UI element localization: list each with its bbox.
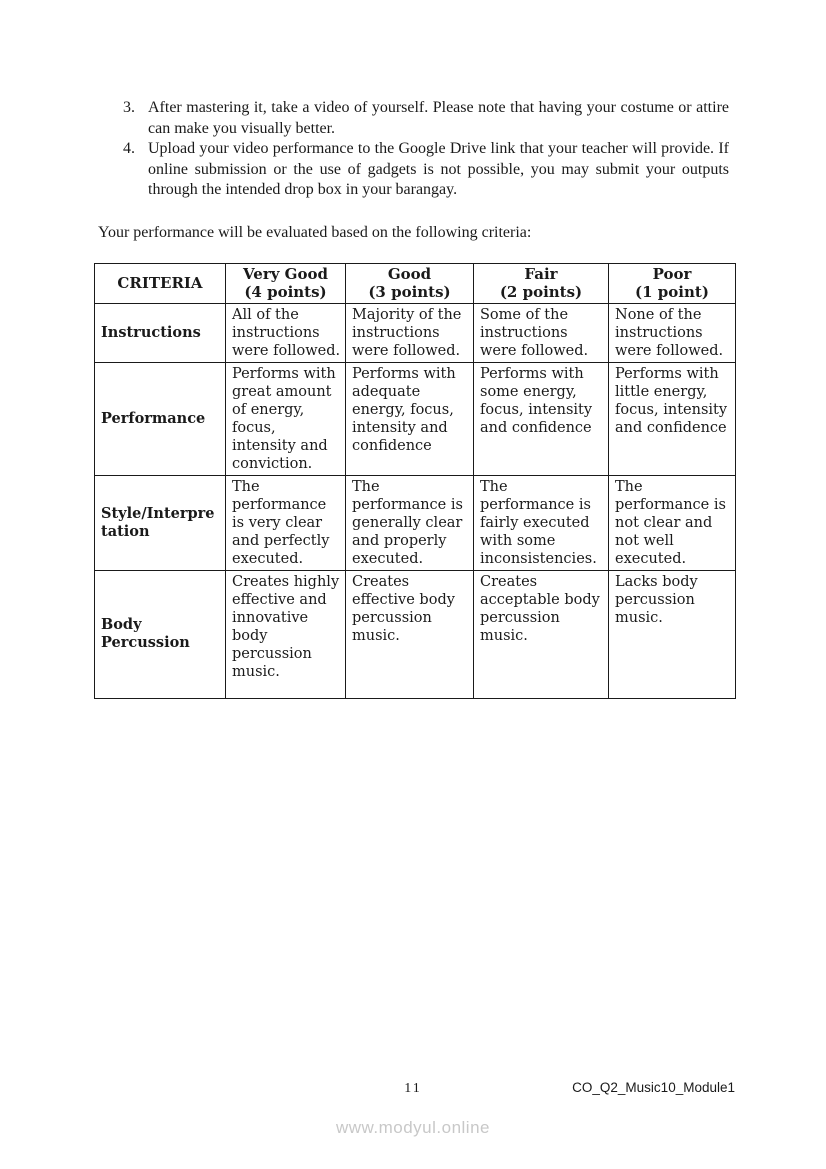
col-header-points: (4 points) [244,283,327,301]
module-code: CO_Q2_Music10_Module1 [572,1080,735,1095]
rubric-cell: Performs with great amount of energy, focus, intensity and conviction. [226,362,346,475]
rubric-cell: Some of the instructions were followed. [474,303,609,362]
table-row-body-percussion [95,570,736,698]
intro-text: Your performance will be evaluated based on the following criteria: [98,223,532,241]
rubric-cell: None of the instructions were followed. [609,303,736,362]
watermark-text: www.modyul.online [335,1118,490,1137]
rubric-cell: Creates effective body percussion music. [346,570,474,698]
col-header-points: (1 point) [635,283,709,301]
criteria-cell: Instructions [95,303,226,362]
list-item-number: 4. [123,140,135,157]
col-header-label: CRITERIA [117,274,203,292]
col-header-label: Good [387,265,432,283]
list-item [94,139,729,201]
col-header-criteria [95,263,226,303]
col-header-label: Fair [524,265,558,283]
criteria-cell: Style/Interpretation [95,475,226,570]
table-row-style-interpretation [95,475,736,570]
rubric-cell: Majority of the instructions were followed. [346,303,474,362]
page-content [94,98,735,699]
col-header-poor [609,263,736,303]
rubric-cell: Performs with some energy, focus, intensity and confidence [474,362,609,475]
col-header-label: Very Good [243,265,328,283]
criteria-cell: Body Percussion [95,570,226,698]
rubric-cell: All of the instructions were followed. [226,303,346,362]
rubric-cell: Creates highly effective and innovative body percussion music. [226,570,346,698]
col-header-good [346,263,474,303]
col-header-fair [474,263,609,303]
list-item-text: After mastering it, take a video of yourself. Please note that having your costume or attire can make you visually better. [148,99,729,137]
col-header-points: (3 points) [368,283,451,301]
table-row-performance [95,362,736,475]
col-header-very-good [226,263,346,303]
col-header-points: (2 points) [499,283,583,301]
instruction-list [94,98,729,201]
rubric-table [94,263,736,699]
rubric-cell: Lacks body percussion music. [609,570,736,698]
list-item-number: 3. [123,99,135,116]
col-header-label: Poor [652,265,692,283]
rubric-cell: Performs with little energy, focus, intensity and confidence [609,362,736,475]
page-number: 11 [404,1081,422,1096]
list-item [94,98,729,139]
list-item-text: Upload your video performance to the Google Drive link that your teacher will provide. If online submission or the use of gadgets is not possible, you may submit your outputs through the intended drop box in your barangay. [148,140,729,198]
rubric-cell: Creates acceptable body percussion music. [474,570,609,698]
table-row-instructions [95,303,736,362]
rubric-cell: The performance is very clear and perfectly executed. [226,475,346,570]
rubric-cell: The performance is fairly executed with some inconsistencies. [474,475,609,570]
rubric-cell: The performance is not clear and not well executed. [609,475,736,570]
rubric-cell: The performance is generally clear and properly executed. [346,475,474,570]
criteria-cell: Performance [95,362,226,475]
header-row [95,263,736,303]
rubric-cell: Performs with adequate energy, focus, intensity and confidence [346,362,474,475]
